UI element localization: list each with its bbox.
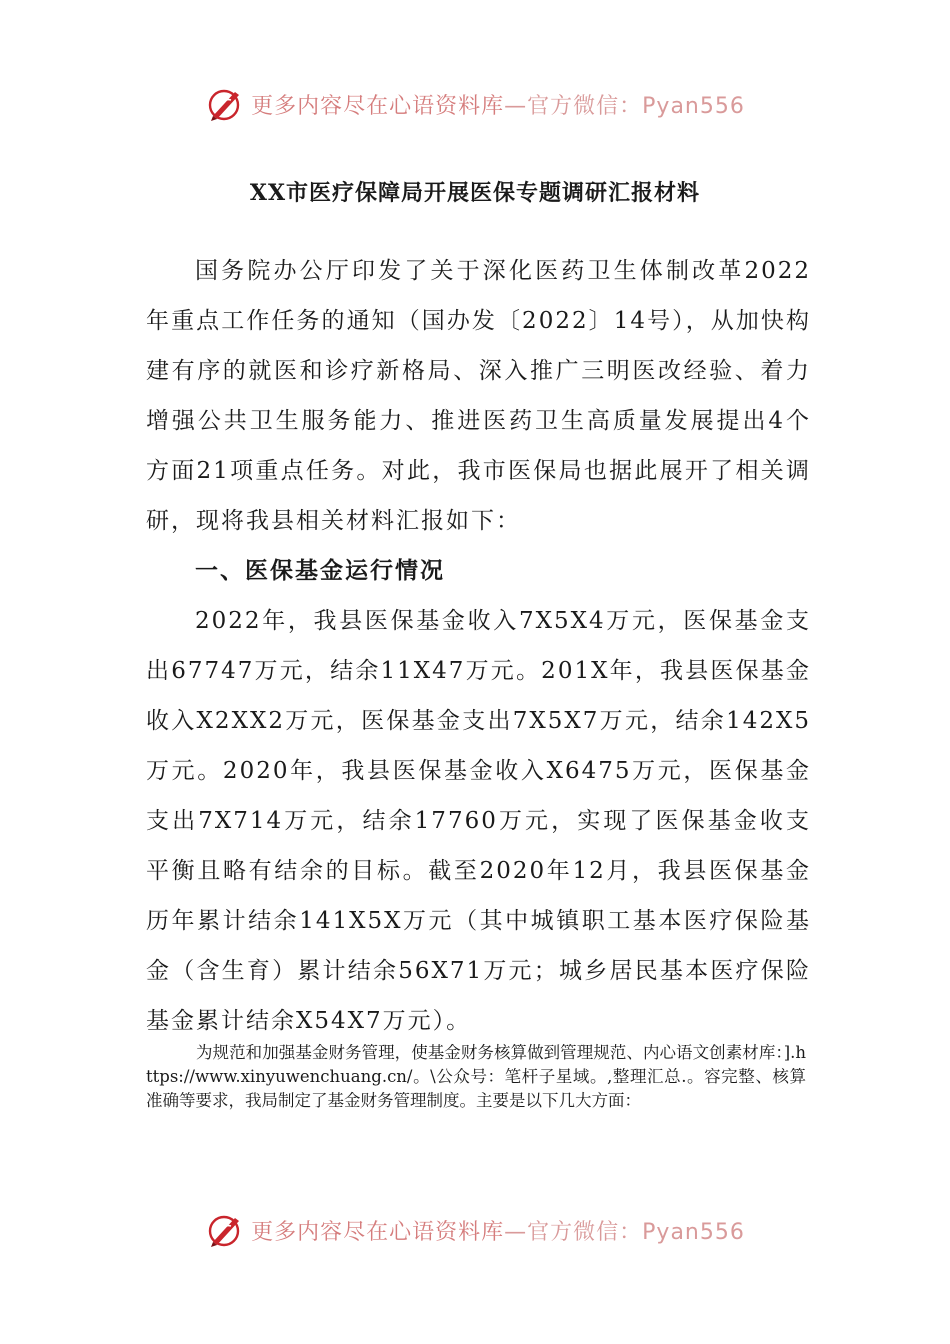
pen-circle-logo-icon	[205, 1210, 245, 1250]
banner-separator: —	[504, 93, 528, 119]
banner-text	[251, 89, 745, 120]
footer-watermark-banner	[0, 1208, 950, 1252]
banner-text	[251, 1215, 745, 1246]
section-heading-fund-operation: 一、医保基金运行情况	[195, 557, 445, 584]
header-watermark-banner	[0, 82, 950, 126]
document-title: XX市医疗保障局开展医保专题调研汇报材料	[249, 180, 701, 206]
banner-separator: —	[504, 1219, 528, 1245]
banner-contact-text: 官方微信：Pyan556	[527, 1219, 745, 1245]
intro-paragraph: 国务院办公厅印发了关于深化医药卫生体制改革2022年重点工作任务的通知（国办发〔2022〕14号），从加快构建有序的就医和诊疗新格局、深入推广三明医改经验、着力增强公共卫生服务能力、推进医药卫生高质量发展提出4个方面21项重点任务。对此，我市医保局也据此展开了相关调研，现将我县相关材料汇报如下：	[146, 258, 811, 534]
banner-brand-text: 更多内容尽在心语资料库	[251, 93, 505, 119]
fund-operation-paragraph: 2022年，我县医保基金收入7X5X4万元，医保基金支出67747万元，结余11X47万元。201X年，我县医保基金收入X2XX2万元，医保基金支出7X5X7万元，结余142X5万元。2020年，我县医保基金收入X6475万元，医保基金支出7X714万元，结余17760万元，实现了医保基金收支平衡且略有结余的目标。截至2020年12月，我县医保基金历年累计结余141X5X万元（其中城镇职工基本医疗保险基金（含生育）累计结余56X71万元；城乡居民基本医疗保险基金累计结余X54X7万元）。	[146, 608, 811, 1034]
banner-contact-text: 官方微信：Pyan556	[527, 93, 745, 119]
banner-brand-text: 更多内容尽在心语资料库	[251, 1219, 505, 1245]
fund-management-paragraph: 为规范和加强基金财务管理，使基金财务核算做到管理规范、内心语文创素材库：].https://www.xinyuwenchuang.cn/。\公众号：笔杆子星域。,整理汇总.。容完整、核算准确等要求，我局制定了基金财务管理制度。主要是以下几大方面：	[146, 1043, 806, 1110]
pen-circle-logo-icon	[205, 84, 245, 124]
